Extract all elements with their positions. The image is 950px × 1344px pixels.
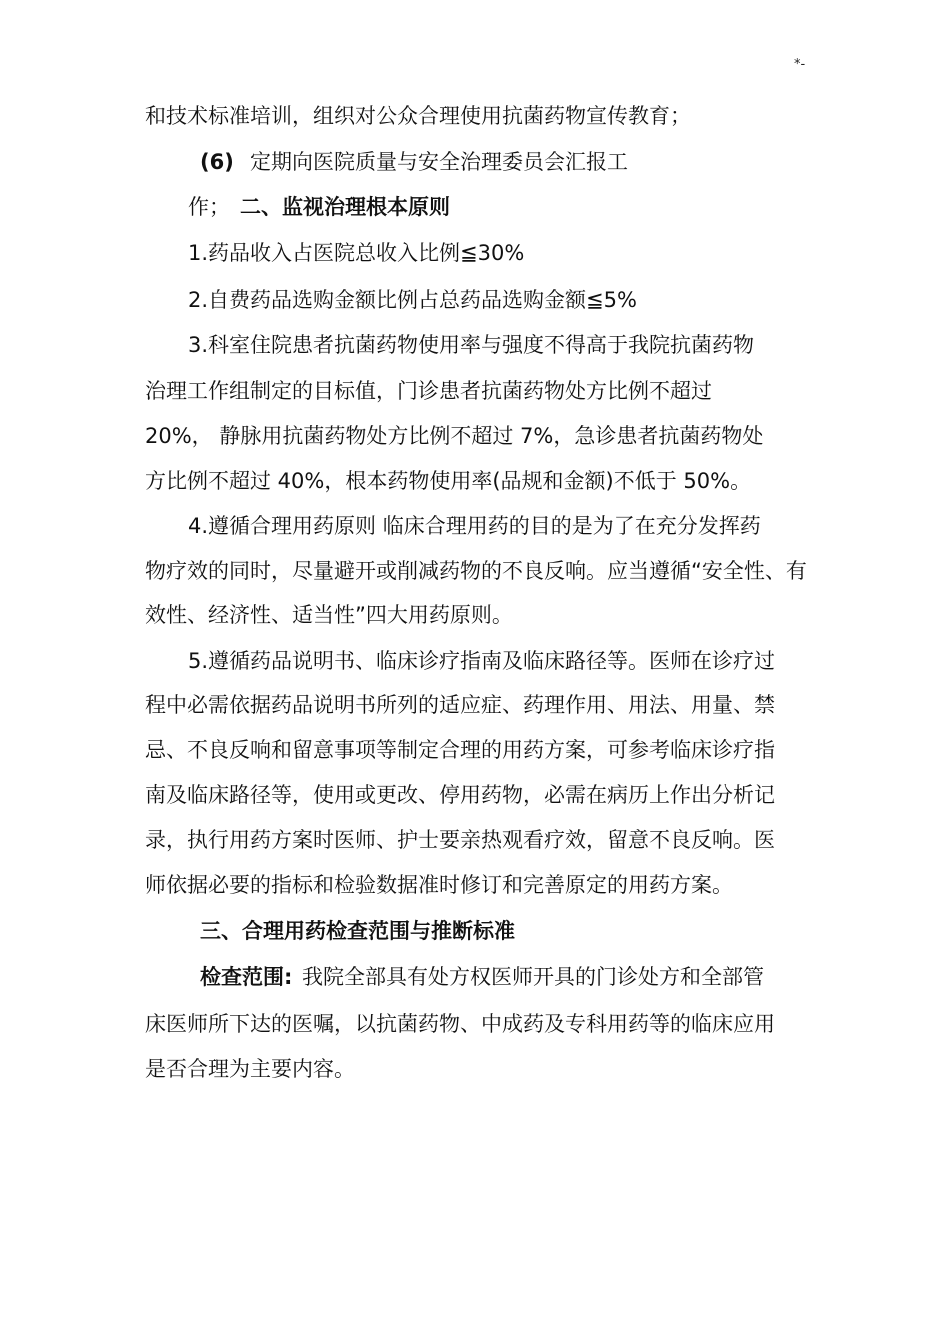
- text-line-17: 录，执行用药方案时医师、护士要亲热观看疗效，留意不良反响。医: [145, 828, 775, 852]
- inspection-scope-label: 检查范围:: [200, 965, 293, 989]
- text-line-19: 我院全部具有处方权医师开具的门诊处方和全部管: [302, 965, 764, 989]
- text-line-12: 效性、经济性、适当性”四大用药原则。: [145, 603, 513, 627]
- text-line-8: 20%， 静脉用抗菌药物处方比例不超过 7%，急诊患者抗菌药物处: [145, 424, 764, 448]
- section-heading-2: 二、监视治理根本原则: [240, 195, 450, 219]
- text-line-10: 4.遵循合理用药原则 临床合理用药的目的是为了在充分发挥药: [188, 514, 761, 538]
- text-line-2: 定期向医院质量与安全治理委员会汇报工: [250, 150, 628, 174]
- page-mark: *-: [794, 57, 806, 72]
- text-line-5: 2.自费药品选购金额比例占总药品选购金额≦5%: [188, 288, 637, 312]
- text-line-14: 程中必需依据药品说明书所列的适应症、药理作用、用法、用量、禁: [145, 693, 775, 717]
- text-line-21: 是否合理为主要内容。: [145, 1057, 355, 1081]
- text-line-3: 作；: [188, 195, 230, 219]
- text-line-13: 5.遵循药品说明书、临床诊疗指南及临床路径等。医师在诊疗过: [188, 649, 776, 673]
- text-line-15: 忌、不良反响和留意事项等制定合理的用药方案，可参考临床诊疗指: [145, 738, 775, 762]
- text-line-1: 和技术标准培训，组织对公众合理使用抗菌药物宣传教育；: [145, 104, 691, 128]
- text-line-6: 3.科室住院患者抗菌药物使用率与强度不得高于我院抗菌药物: [188, 333, 755, 357]
- item-number-6: (6): [200, 150, 234, 174]
- text-line-16: 南及临床路径等，使用或更改、停用药物，必需在病历上作出分析记: [145, 783, 775, 807]
- text-line-18: 师依据必要的指标和检验数据准时修订和完善原定的用药方案。: [145, 873, 733, 897]
- text-line-7: 治理工作组制定的目标值，门诊患者抗菌药物处方比例不超过: [145, 379, 712, 403]
- text-line-4: 1.药品收入占医院总收入比例≦30%: [188, 241, 525, 265]
- text-line-11: 物疗效的同时，尽量避开或削减药物的不良反响。应当遵循“安全性、有: [145, 559, 807, 583]
- section-heading-3: 三、合理用药检查范围与推断标准: [200, 919, 515, 943]
- text-line-20: 床医师所下达的医嘱，以抗菌药物、中成药及专科用药等的临床应用: [145, 1012, 775, 1036]
- text-line-9: 方比例不超过 40%，根本药物使用率(品规和金额)不低于 50%。: [145, 469, 752, 493]
